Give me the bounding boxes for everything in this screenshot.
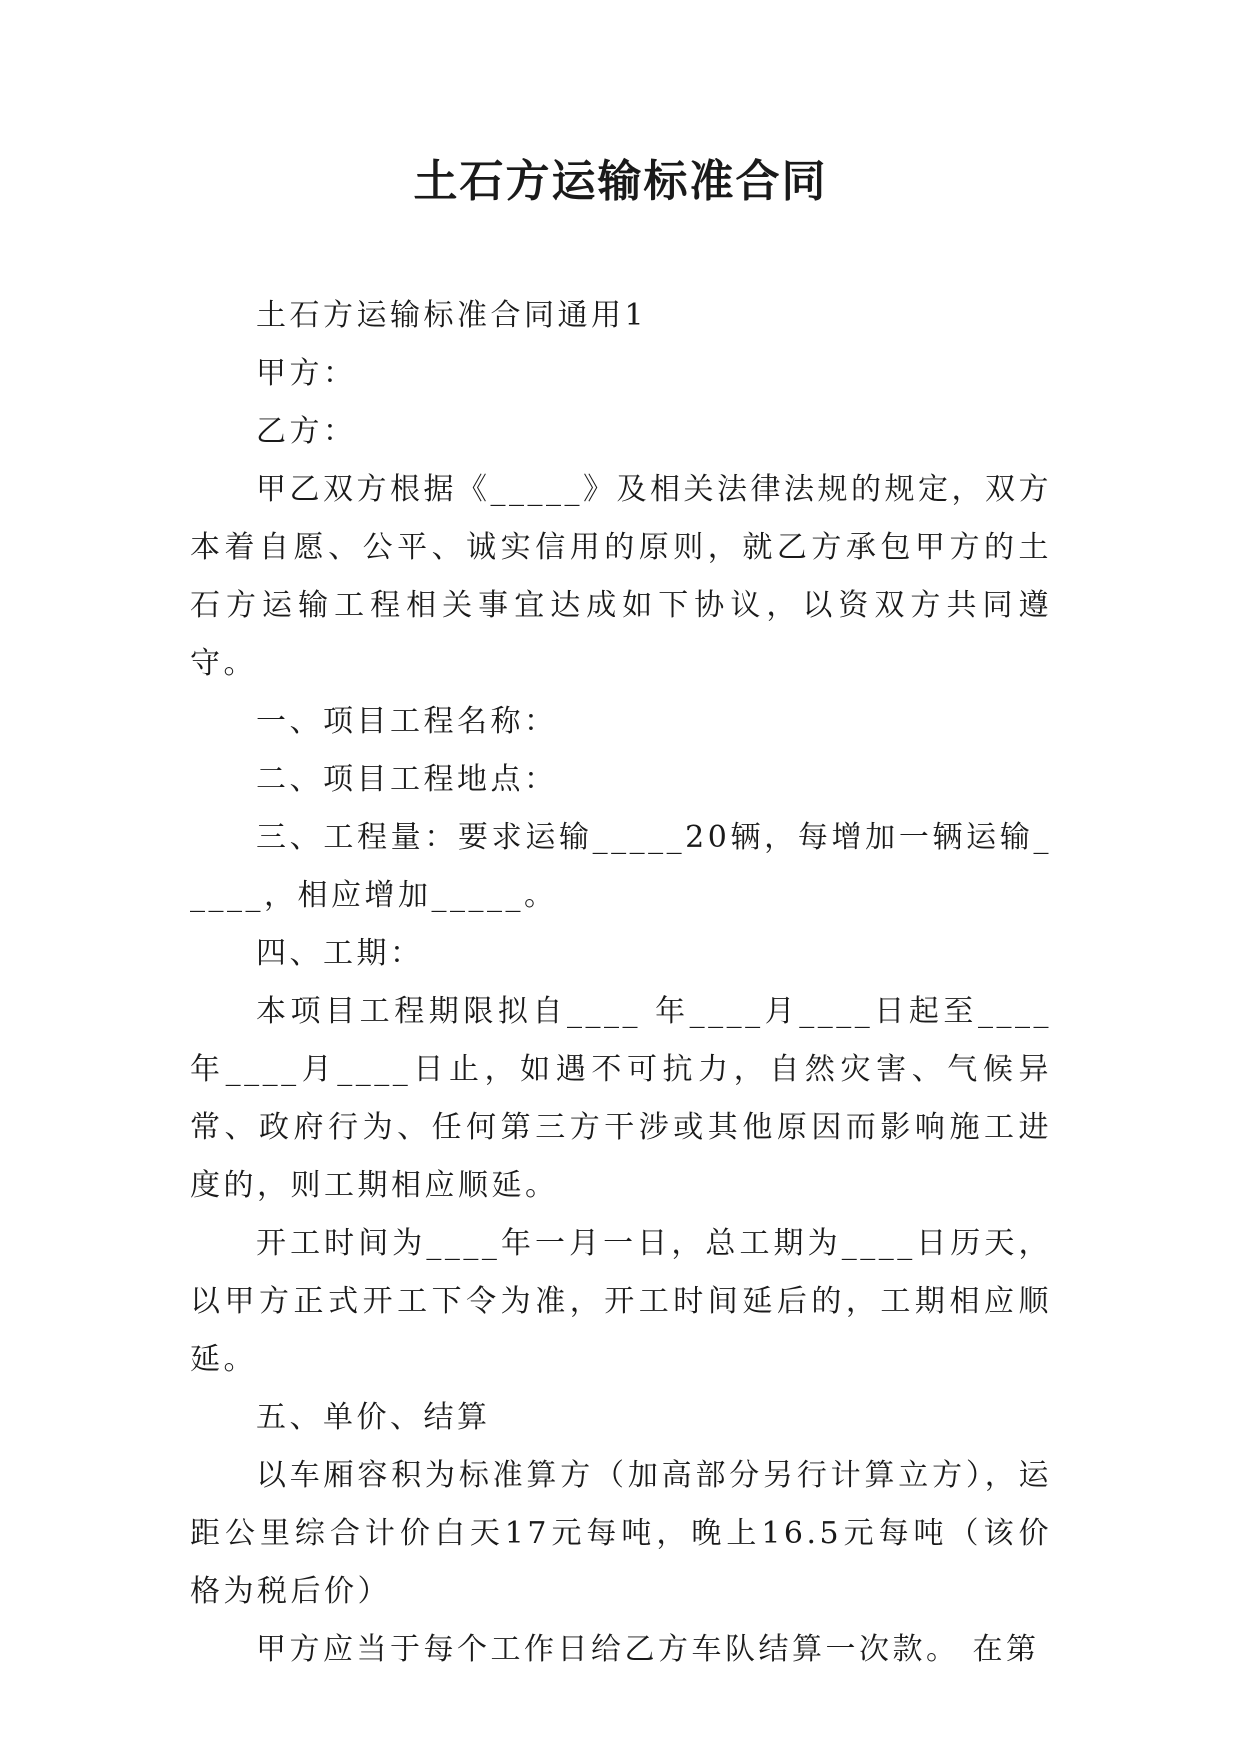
preamble-paragraph: 甲乙双方根据《_____》及相关法律法规的规定，双方本着自愿、公平、诚实信用的原则，就乙方承包甲方的土石方运输工程相关事宜达成如下协议，以资双方共同遵守。 bbox=[190, 472, 1052, 681]
contract-subtitle: 土石方运输标准合同通用1 bbox=[256, 298, 648, 333]
settlement-paragraph: 甲方应当于每个工作日给乙方车队结算一次款。 在第 bbox=[256, 1632, 1040, 1667]
party-b-line: 乙方： bbox=[256, 414, 357, 449]
document-title: 土石方运输标准合同 bbox=[413, 156, 828, 207]
section-project-location: 二、项目工程地点： bbox=[256, 762, 558, 797]
section-workload: 三、工程量：要求运输_____20辆，每增加一辆运输_____，相应增加_____。 bbox=[190, 820, 1052, 913]
document-body bbox=[190, 287, 1052, 1679]
section-price-settlement-heading: 五、单价、结算 bbox=[256, 1400, 491, 1435]
party-a-line: 甲方： bbox=[256, 356, 357, 391]
section-project-name: 一、项目工程名称： bbox=[256, 704, 558, 739]
section-schedule-heading: 四、工期： bbox=[256, 936, 424, 971]
start-time-paragraph: 开工时间为____年一月一日，总工期为____日历天，以甲方正式开工下令为准，开工时间延后的，工期相应顺延。 bbox=[190, 1226, 1052, 1377]
pricing-paragraph: 以车厢容积为标准算方（加高部分另行计算立方），运距公里综合计价白天17元每吨，晚上16.5元每吨（该价格为税后价） bbox=[190, 1458, 1052, 1609]
schedule-period-paragraph: 本项目工程期限拟自____ 年____月____日起至____年____月____日止，如遇不可抗力，自然灾害、气候异常、政府行为、任何第三方干涉或其他原因而影响施工进度的，则工期相应顺延。 bbox=[190, 994, 1052, 1203]
